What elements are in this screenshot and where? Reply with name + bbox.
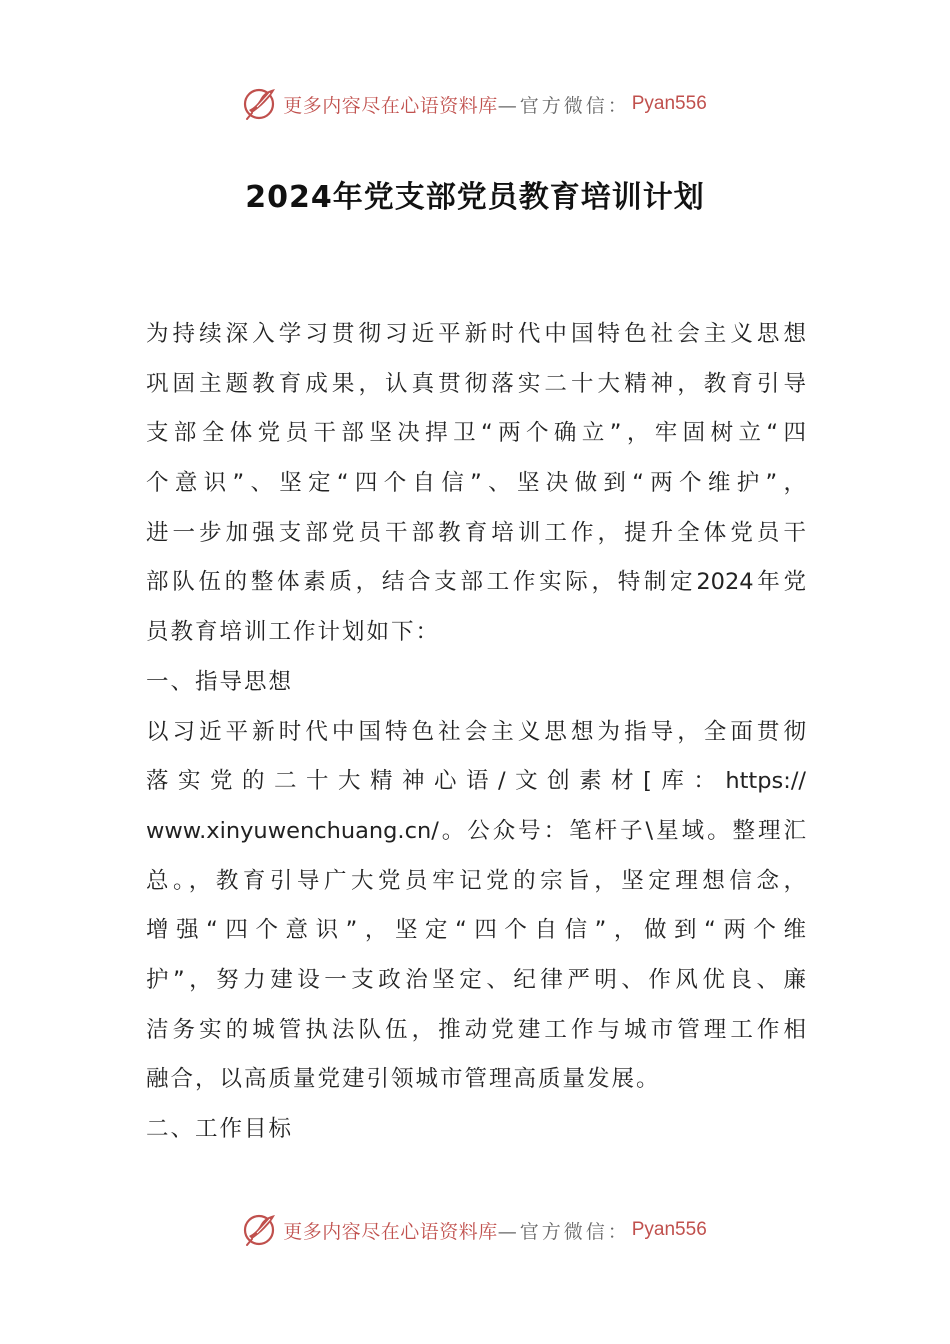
body-line: 部队伍的整体素质，结合支部工作实际，特制定2024年党 (146, 569, 806, 596)
body-line: 为持续深入学习贯彻习近平新时代中国特色社会主义思想 (146, 321, 806, 347)
body-line: 落实党的二十大精神心语/文创素材[库：https:// (146, 768, 806, 795)
quill-pen-logo-icon (243, 86, 279, 122)
body-line: 护”，努力建设一支政治坚定、纪律严明、作风优良、廉 (146, 966, 806, 993)
body-line: www.xinyuwenchuang.cn/。公众号：笔杆子\星域。整理汇 (146, 817, 806, 844)
header-watermark-banner (0, 84, 950, 124)
official-wechat-label: —官方微信： (497, 1220, 630, 1243)
wechat-id-text: Pyan556 (631, 93, 707, 114)
site-name-text: 更多内容尽在心语资料库 (283, 94, 498, 117)
quill-pen-logo-icon (243, 1212, 279, 1248)
site-name-text: 更多内容尽在心语资料库 (283, 1220, 498, 1243)
body-line: 员教育培训工作计划如下： (146, 619, 441, 646)
wechat-id-text: Pyan556 (631, 1219, 707, 1240)
document-body (146, 310, 806, 1155)
body-line: 进一步加强支部党员干部教育培训工作，提升全体党员干 (146, 519, 806, 546)
body-line: 以习近平新时代中国特色社会主义思想为指导，全面贯彻 (146, 718, 806, 745)
body-line: 增强“四个意识”，坚定“四个自信”，做到“两个维 (146, 917, 806, 944)
body-line: 总。，教育引导广大党员牢记党的宗旨，坚定理想信念， (146, 867, 806, 894)
body-line: 支部全体党员干部坚决捍卫“两个确立”，牢固树立“四 (146, 420, 806, 447)
body-line: 个意识”、坚定“四个自信”、坚决做到“两个维护”， (146, 470, 806, 497)
footer-watermark-banner (0, 1210, 950, 1250)
body-line: 洁务实的城管执法队伍，推动党建工作与城市管理工作相 (146, 1016, 806, 1043)
document-title: 2024年党支部党员教育培训计划 (245, 180, 705, 215)
body-line: 融合，以高质量党建引领城市管理高质量发展。 (146, 1066, 661, 1093)
official-wechat-label: —官方微信： (497, 94, 630, 117)
section-heading: 一、指导思想 (146, 668, 294, 695)
body-line: 巩固主题教育成果，认真贯彻落实二十大精神，教育引导 (146, 370, 806, 397)
section-heading: 二、工作目标 (146, 1116, 294, 1142)
